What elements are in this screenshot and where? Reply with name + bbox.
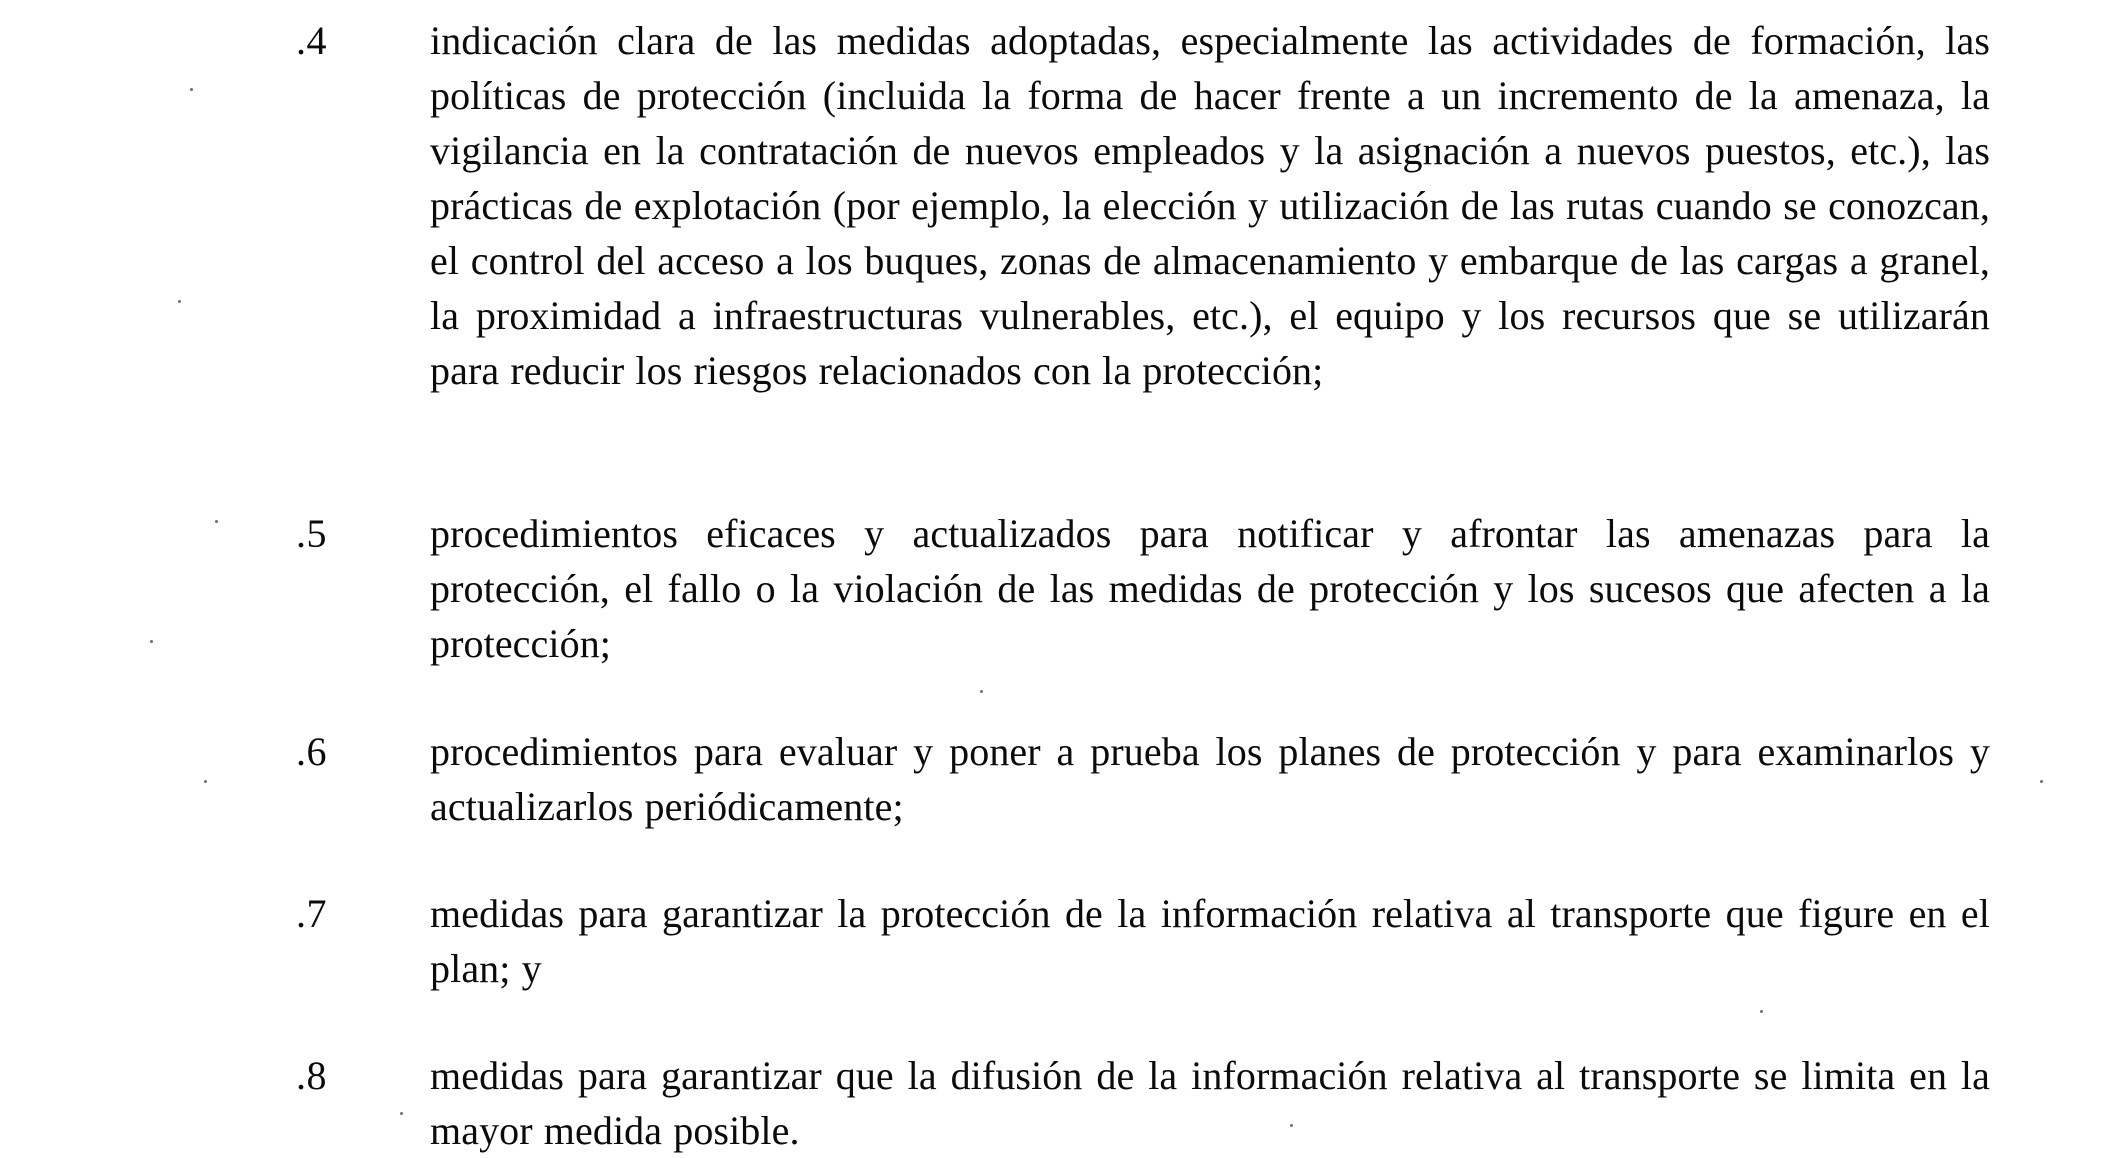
scan-speck bbox=[178, 300, 181, 303]
scan-speck bbox=[1290, 1124, 1293, 1127]
item-number: .8 bbox=[296, 1053, 327, 1098]
item-text: procedimientos para evaluar y poner a prueba los planes de protección y para examinarlos y actualizarlos periódicamente; bbox=[430, 729, 1990, 829]
scan-speck bbox=[204, 780, 207, 783]
item-number: .4 bbox=[296, 18, 327, 63]
scan-speck bbox=[190, 88, 193, 91]
item-number: .7 bbox=[296, 891, 327, 936]
item-text: procedimientos eficaces y actualizados para notificar y afrontar las amenazas para la protección, el fallo o la violación de las medidas de protección y los sucesos que afecten a la protección; bbox=[430, 511, 1990, 666]
item-number: .6 bbox=[296, 729, 327, 774]
item-number: .5 bbox=[296, 511, 327, 556]
scan-speck bbox=[215, 520, 218, 523]
scan-speck bbox=[2040, 780, 2043, 783]
scan-speck bbox=[980, 690, 983, 693]
item-text: indicación clara de las medidas adoptadas, especialmente las actividades de formación, las políticas de protección (incluida la forma de hacer frente a un incremento de la amenaza, la vigilancia en la contratación de nuevos empleados y la asignación a nuevos puestos, etc.), las prácticas de explotación (por ejemplo, la elección y utilización de las rutas cuando se conozcan, el control del acceso a los buques, zonas de almacenamiento y embarque de las cargas a granel, la proximidad a infraestructuras vulnerables, etc.), el equipo y los recursos que se utilizarán para reducir los riesgos relacionados con la protección; bbox=[430, 18, 1990, 393]
scan-speck bbox=[400, 1112, 403, 1115]
item-text: medidas para garantizar que la difusión de la información relativa al transporte se limita en la mayor medida posible. bbox=[430, 1053, 1990, 1153]
item-text: medidas para garantizar la protección de la información relativa al transporte que figure en el plan; y bbox=[430, 891, 1990, 991]
scan-speck bbox=[150, 640, 153, 643]
scan-speck bbox=[1760, 1010, 1763, 1013]
